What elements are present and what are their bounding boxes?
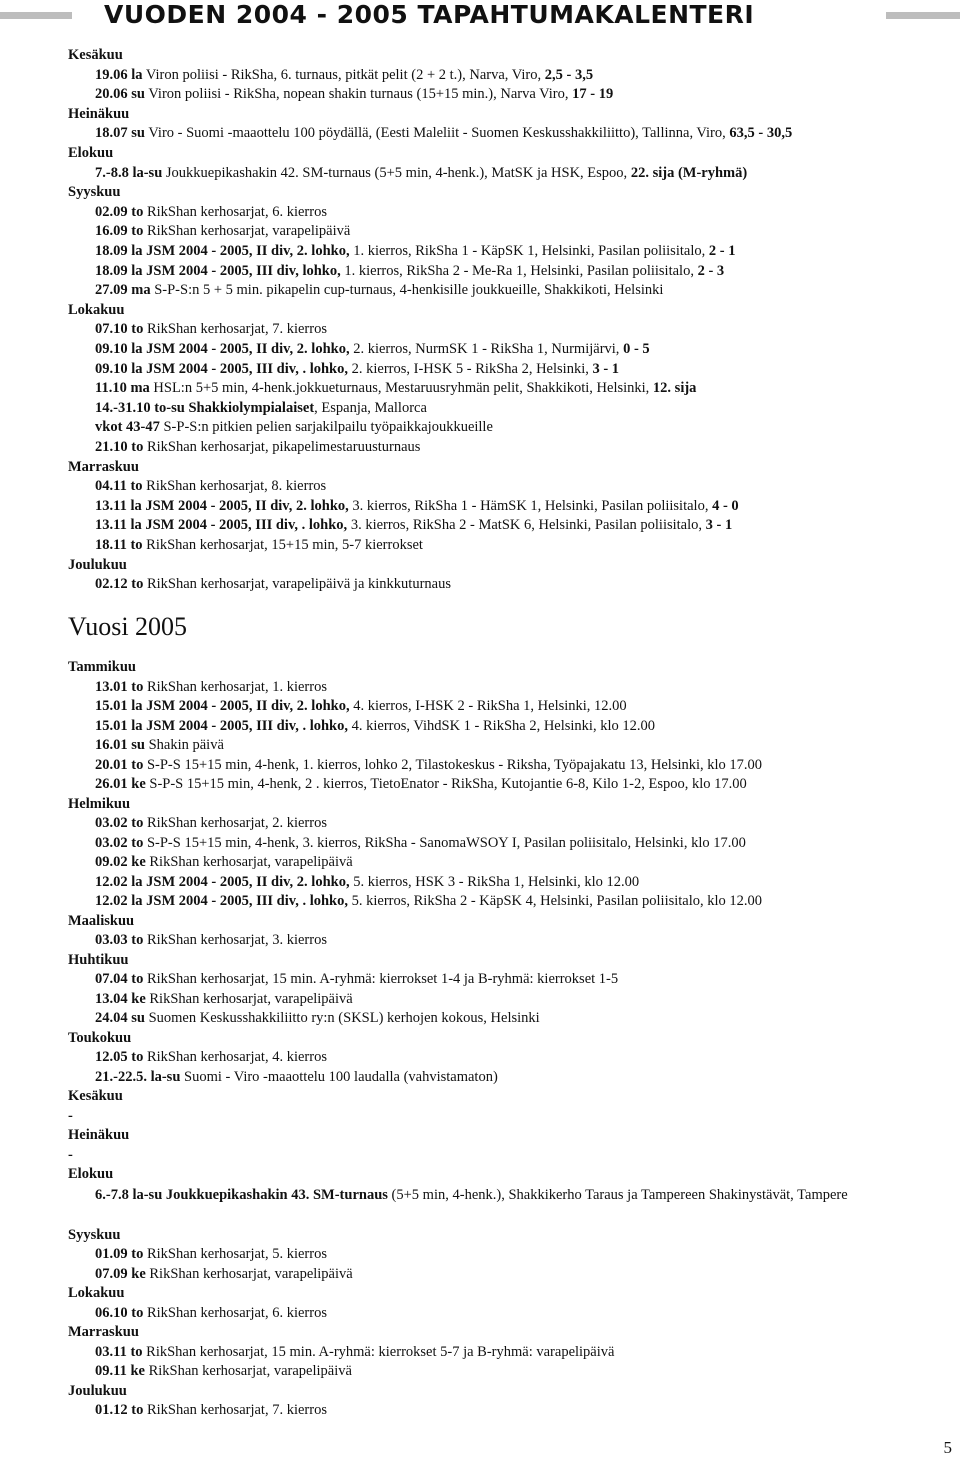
event-date: 07.09 ke <box>95 1265 146 1282</box>
event-text: Viron poliisi - RikSha, 6. turnaus, pitkät pelit (2 + 2 t.), Narva, Viro, <box>142 66 545 83</box>
event-date: 20.01 to <box>95 756 144 773</box>
event-date: 6.-7.8 la-su Joukkuepikashakin 43. SM-turnaus <box>95 1186 388 1203</box>
event-text: RikShan kerhosarjat, varapelipäivä <box>145 1265 353 1282</box>
event-text: RikShan kerhosarjat, 15 min. A-ryhmä: kierrokset 5-7 ja B-ryhmä: varapelipäivä <box>142 1343 615 1360</box>
event-row <box>95 438 420 456</box>
event-row <box>95 931 327 949</box>
event-text: Viro - Suomi -maaottelu 100 pöydällä, (Eesti Maleliit - Suomen Keskusshakkiliitto), Tallinna, Viro, <box>144 125 730 142</box>
event-row <box>95 320 327 338</box>
event-date: 12.02 la JSM 2004 - 2005, II div, 2. lohko, <box>95 873 350 890</box>
event-row <box>95 360 619 378</box>
event-date: 21.10 to <box>95 439 144 455</box>
month-heading: Lokakuu <box>68 1285 125 1301</box>
event-result: 2 - 3 <box>697 262 725 279</box>
event-date: 18.11 to <box>95 537 143 553</box>
event-text: 2. kierros, NurmSK 1 - RikSha 1, Nurmijärvi, <box>349 341 624 357</box>
event-date: 16.09 to <box>95 223 144 240</box>
event-text: 2. kierros, I-HSK 5 - RikSha 2, Helsinki, <box>348 360 593 377</box>
event-row <box>95 164 747 182</box>
event-text: RikShan kerhosarjat, 15 min. A-ryhmä: kierrokset 1-4 ja B-ryhmä: kierrokset 1-5 <box>143 971 619 987</box>
event-date: 01.09 to <box>95 1246 144 1262</box>
month-heading: Lokakuu <box>68 301 125 318</box>
event-row <box>95 990 353 1008</box>
event-date: 24.04 su <box>95 1010 145 1026</box>
header-bar-right <box>886 12 960 19</box>
event-row <box>95 717 655 735</box>
event-text: S-P-S:n pitkien pelien sarjakilpailu työpaikkajoukkueille <box>159 419 493 436</box>
header-bar-left <box>0 12 72 19</box>
event-row <box>95 1245 327 1263</box>
event-date: 15.01 la JSM 2004 - 2005, II div, 2. lohko, <box>95 698 350 714</box>
event-result: 17 - 19 <box>572 86 614 103</box>
month-heading: Joulukuu <box>68 1382 127 1399</box>
event-text: 5. kierros, RikSha 2 - KäpSK 4, Helsinki, Pasilan poliisitalo, klo 12.00 <box>348 893 763 909</box>
event-row <box>95 477 326 495</box>
event-date: 18.09 la JSM 2004 - 2005, II div, 2. lohko, <box>95 243 350 259</box>
month-heading: Heinäkuu <box>68 1127 130 1143</box>
event-date: 12.05 to <box>95 1049 144 1065</box>
event-row <box>95 418 493 436</box>
event-text: RikShan kerhosarjat, varapelipäivä <box>143 223 351 240</box>
event-text: S-P-S:n 5 + 5 min. pikapelin cup-turnaus, 4-henkisille joukkueille, Shakkikoti, Helsinki <box>150 282 664 299</box>
event-date: 13.11 la JSM 2004 - 2005, II div, 2. lohko, <box>95 497 349 514</box>
event-row <box>95 736 224 754</box>
event-text: 5. kierros, HSK 3 - RikSha 1, Helsinki, klo 12.00 <box>349 873 640 890</box>
month-heading: Huhtikuu <box>68 951 129 968</box>
event-date: 07.10 to <box>95 321 144 338</box>
event-row <box>95 1304 327 1322</box>
event-result: 2,5 - 3,5 <box>544 66 594 83</box>
event-row <box>95 379 696 397</box>
event-date: 20.06 su <box>95 86 145 103</box>
event-date: 03.11 to <box>95 1343 143 1360</box>
event-date: 01.12 to <box>95 1402 144 1418</box>
event-date: 09.10 la JSM 2004 - 2005, II div, 2. lohko, <box>95 341 350 357</box>
event-date: 09.02 ke <box>95 854 146 870</box>
event-row <box>95 203 327 221</box>
month-heading: Toukokuu <box>68 1029 132 1046</box>
event-date: 03.02 to <box>95 815 144 831</box>
event-date: 19.06 la <box>95 66 143 83</box>
event-result: 12. sija <box>652 380 697 397</box>
month-heading: Tammikuu <box>68 659 136 675</box>
event-result: 0 - 5 <box>623 341 650 357</box>
page-title: VUODEN 2004 - 2005 TAPAHTUMAKALENTERI <box>104 0 755 29</box>
event-text: 3. kierros, RikSha 1 - HämSK 1, Helsinki, Pasilan poliisitalo, <box>348 497 713 514</box>
event-row <box>68 1185 908 1205</box>
event-text: RikShan kerhosarjat, varapelipäivä <box>145 854 353 870</box>
event-row <box>95 242 735 260</box>
event-row <box>95 970 618 988</box>
event-text: RikShan kerhosarjat, 3. kierros <box>143 932 327 948</box>
month-heading: Kesäkuu <box>68 1088 123 1104</box>
event-row <box>95 497 739 515</box>
event-date: 09.11 ke <box>95 1363 145 1379</box>
event-date: 16.01 su <box>95 737 145 753</box>
event-row <box>95 756 762 774</box>
event-row <box>95 678 327 696</box>
event-text: RikShan kerhosarjat, 1. kierros <box>143 678 327 695</box>
event-row <box>95 85 613 103</box>
event-date: 26.01 ke <box>95 776 146 792</box>
event-text: S-P-S 15+15 min, 4-henk, 1. kierros, lohko 2, Tilastokeskus - Riksha, Työpajakatu 13, Helsinki, klo 17.00 <box>143 756 763 773</box>
month-heading: Marraskuu <box>68 1324 139 1340</box>
event-row <box>95 66 593 84</box>
event-date: 12.02 la JSM 2004 - 2005, III div, . lohko, <box>95 893 348 909</box>
month-heading: Maaliskuu <box>68 912 135 929</box>
event-date: 04.11 to <box>95 478 143 495</box>
month-heading: Elokuu <box>68 145 114 161</box>
event-text: (5+5 min, 4-henk.), Shakkikerho Taraus ja Tampereen Shakinystävät, Tampere <box>387 1186 848 1203</box>
event-row <box>95 814 327 832</box>
event-result: 2 - 1 <box>708 243 736 259</box>
event-text: RikShan kerhosarjat, 6. kierros <box>143 203 327 220</box>
month-heading: Syyskuu <box>68 1226 121 1243</box>
event-row <box>95 124 792 142</box>
empty-month-dash: - <box>68 1146 73 1163</box>
event-date: 11.10 ma <box>95 380 150 397</box>
event-text: RikShan kerhosarjat, 6. kierros <box>143 1304 327 1321</box>
month-heading: Syyskuu <box>68 184 121 201</box>
event-row <box>95 536 423 554</box>
event-text: RikShan kerhosarjat, varapelipäivä <box>144 1363 352 1379</box>
page-header <box>0 0 960 32</box>
event-text: S-P-S 15+15 min, 4-henk, 3. kierros, RikSha - SanomaWSOY I, Pasilan poliisitalo, Helsinki, klo 17.00 <box>143 834 746 851</box>
event-row <box>95 834 746 852</box>
event-date: vkot 43-47 <box>95 419 160 436</box>
event-date: 14.-31.10 to-su Shakkiolympialaiset <box>95 399 315 416</box>
event-text: 1. kierros, RikSha 2 - Me-Ra 1, Helsinki, Pasilan poliisitalo, <box>340 262 698 279</box>
event-text: Viron poliisi - RikSha, nopean shakin turnaus (15+15 min.), Narva Viro, <box>144 86 573 103</box>
event-text: RikShan kerhosarjat, 4. kierros <box>143 1049 327 1065</box>
event-date: 03.03 to <box>95 932 144 948</box>
event-date: 07.04 to <box>95 971 144 987</box>
event-row <box>95 399 427 417</box>
event-result: 4 - 0 <box>712 497 739 514</box>
event-row <box>95 222 350 240</box>
year-heading: Vuosi 2005 <box>68 612 188 641</box>
event-row <box>95 1362 352 1380</box>
event-row <box>95 281 663 299</box>
event-date: 18.09 la JSM 2004 - 2005, III div, lohko, <box>95 262 341 279</box>
event-text: RikShan kerhosarjat, 8. kierros <box>142 478 327 495</box>
event-date: 27.09 ma <box>95 282 151 299</box>
event-text: Shakin päivä <box>144 737 224 753</box>
event-row <box>95 1048 327 1066</box>
event-date: 13.04 ke <box>95 990 146 1007</box>
event-row <box>95 1068 498 1086</box>
event-row <box>95 892 762 910</box>
event-text: RikShan kerhosarjat, 7. kierros <box>143 321 327 338</box>
event-text: S-P-S 15+15 min, 4-henk, 2 . kierros, TietoEnator - RikSha, Kutojantie 6-8, Kilo 1-2, Espoo, klo 17.00 <box>145 776 747 792</box>
event-text: RikShan kerhosarjat, 2. kierros <box>143 815 327 831</box>
event-row <box>95 1009 540 1027</box>
event-result: 3 - 1 <box>705 517 733 534</box>
event-text: Joukkuepikashakin 42. SM-turnaus (5+5 min, 4-henk.), MatSK ja HSK, Espoo, <box>162 164 631 181</box>
event-row <box>95 697 627 715</box>
event-text: Suomi - Viro -maaottelu 100 laudalla (vahvistamaton) <box>180 1068 498 1085</box>
page-number: 5 <box>943 1438 952 1457</box>
month-heading: Heinäkuu <box>68 105 130 122</box>
event-text: RikShan kerhosarjat, varapelipäivä ja kinkkuturnaus <box>143 576 451 593</box>
event-row <box>95 575 451 593</box>
event-text: 3. kierros, RikSha 2 - MatSK 6, Helsinki, Pasilan poliisitalo, <box>347 517 706 534</box>
event-text: RikShan kerhosarjat, 15+15 min, 5-7 kierrokset <box>142 537 423 553</box>
event-row <box>95 873 639 891</box>
event-text: RikShan kerhosarjat, 5. kierros <box>143 1246 327 1262</box>
event-text: RikShan kerhosarjat, 7. kierros <box>143 1402 327 1418</box>
month-heading: Marraskuu <box>68 458 139 475</box>
event-date: 18.07 su <box>95 125 145 142</box>
empty-month-dash: - <box>68 1107 73 1124</box>
event-date: 02.12 to <box>95 576 144 593</box>
event-date: 02.09 to <box>95 203 144 220</box>
event-row <box>95 853 353 871</box>
event-text: HSL:n 5+5 min, 4-henk.jokkueturnaus, Mestaruusryhmän pelit, Shakkikoti, Helsinki, <box>149 380 653 397</box>
event-row <box>95 1343 614 1361</box>
event-text: 1. kierros, RikSha 1 - KäpSK 1, Helsinki, Pasilan poliisitalo, <box>349 243 709 259</box>
event-row <box>95 340 650 358</box>
event-result: 3 - 1 <box>592 360 620 377</box>
event-text: 4. kierros, VihdSK 1 - RikSha 2, Helsinki, klo 12.00 <box>348 717 655 734</box>
event-row <box>95 1265 353 1283</box>
event-row <box>95 516 732 534</box>
event-date: 13.01 to <box>95 678 144 695</box>
month-heading: Kesäkuu <box>68 47 123 63</box>
event-date: 06.10 to <box>95 1304 144 1321</box>
event-date: 15.01 la JSM 2004 - 2005, III div, . lohko, <box>95 717 348 734</box>
event-date: 09.10 la JSM 2004 - 2005, III div, . lohko, <box>95 360 348 377</box>
event-row <box>95 775 747 793</box>
event-text: RikShan kerhosarjat, varapelipäivä <box>145 990 353 1007</box>
event-text: 4. kierros, I-HSK 2 - RikSha 1, Helsinki, 12.00 <box>349 698 627 714</box>
month-heading: Helmikuu <box>68 795 131 812</box>
month-heading: Elokuu <box>68 1166 114 1182</box>
event-date: 03.02 to <box>95 834 144 851</box>
event-date: 7.-8.8 la-su <box>95 164 163 181</box>
month-heading: Joulukuu <box>68 556 127 573</box>
event-date: 21.-22.5. la-su <box>95 1068 181 1085</box>
event-result: 63,5 - 30,5 <box>729 125 793 142</box>
event-text: RikShan kerhosarjat, pikapelimestaruusturnaus <box>143 439 421 455</box>
event-result: 22. sija (M-ryhmä) <box>630 164 748 181</box>
event-row <box>95 1401 327 1419</box>
event-text: Suomen Keskusshakkiliitto ry:n (SKSL) kerhojen kokous, Helsinki <box>144 1010 540 1026</box>
event-text: , Espanja, Mallorca <box>314 399 427 416</box>
event-row <box>95 262 724 280</box>
event-date: 13.11 la JSM 2004 - 2005, III div, . lohko, <box>95 517 348 534</box>
